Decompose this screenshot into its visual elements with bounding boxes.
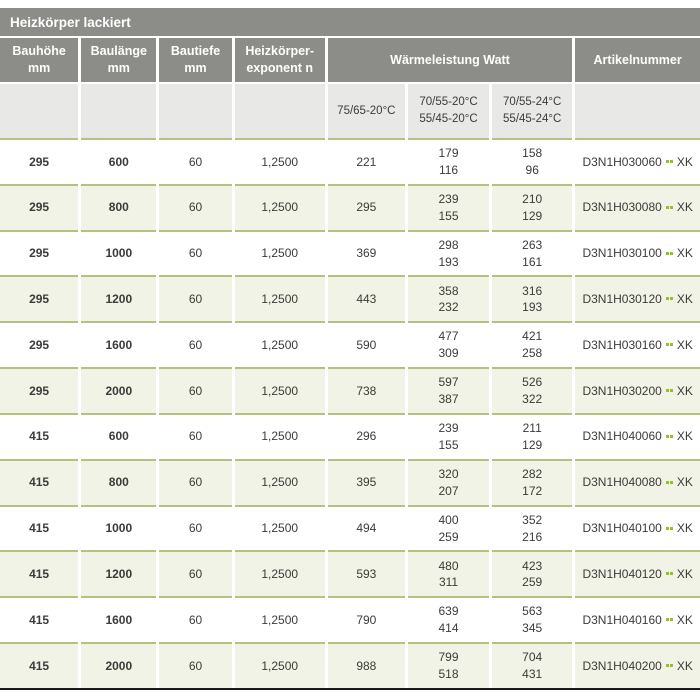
green-dots-icon [666, 160, 673, 164]
cell-exponent: 1,2500 [235, 505, 325, 551]
green-dot-icon [666, 435, 669, 438]
cell-artikelnummer [575, 230, 700, 276]
green-dot-icon [670, 252, 673, 255]
cell-watt-70-55-24: 526 322 [492, 367, 572, 413]
cell-exponent: 1,2500 [235, 413, 325, 459]
cell-watt-75-65: 590 [328, 321, 405, 367]
column-header-bauhoehe: Bauhöhe mm [0, 38, 78, 82]
cell-watt-75-65: 988 [328, 642, 405, 688]
cell-baulaenge: 1200 [81, 550, 156, 596]
cell-watt-70-55-20: 179 116 [408, 138, 489, 184]
table-row [0, 138, 700, 184]
green-dot-icon [670, 206, 673, 209]
table-subheader-row [0, 84, 700, 138]
table-row [0, 413, 700, 459]
table-row [0, 505, 700, 551]
table-row [0, 459, 700, 505]
artikelnummer-value: D3N1H030200 XK [582, 383, 693, 398]
cell-bautiefe: 60 [159, 596, 231, 642]
green-dot-icon [670, 160, 673, 163]
green-dot-icon [670, 389, 673, 392]
cell-baulaenge: 1600 [81, 321, 156, 367]
green-dot-icon [666, 160, 669, 163]
artikelnummer-value: D3N1H040120 XK [582, 566, 693, 581]
cell-baulaenge: 600 [81, 138, 156, 184]
green-dot-icon [670, 664, 673, 667]
cell-watt-70-55-24: 421 258 [492, 321, 572, 367]
table-row [0, 184, 700, 230]
cell-watt-75-65: 738 [328, 367, 405, 413]
cell-baulaenge: 1000 [81, 505, 156, 551]
column-header-baulaenge: Baulänge mm [81, 38, 156, 82]
green-dot-icon [670, 572, 673, 575]
cell-watt-70-55-24: 423 259 [492, 550, 572, 596]
cell-watt-75-65: 295 [328, 184, 405, 230]
table-body [0, 138, 700, 688]
cell-baulaenge: 2000 [81, 642, 156, 688]
cell-bauhoehe: 415 [0, 550, 78, 596]
column-header-artikelnummer: Artikelnummer [575, 38, 700, 82]
cell-exponent: 1,2500 [235, 642, 325, 688]
column-header-exponent: Heizkörper- exponent n [235, 38, 325, 82]
cell-watt-75-65: 494 [328, 505, 405, 551]
cell-watt-75-65: 443 [328, 275, 405, 321]
cell-bauhoehe: 295 [0, 275, 78, 321]
cell-exponent: 1,2500 [235, 230, 325, 276]
cell-bautiefe: 60 [159, 642, 231, 688]
green-dot-icon [666, 664, 669, 667]
cell-baulaenge: 1200 [81, 275, 156, 321]
cell-watt-70-55-20: 477 309 [408, 321, 489, 367]
cell-baulaenge: 800 [81, 459, 156, 505]
subheader-empty-artikelnummer [575, 84, 700, 138]
table-header-row [0, 38, 700, 82]
green-dot-icon [666, 206, 669, 209]
subheader-empty-bauhoehe [0, 84, 78, 138]
cell-watt-70-55-20: 597 387 [408, 367, 489, 413]
cell-exponent: 1,2500 [235, 596, 325, 642]
cell-bauhoehe: 295 [0, 184, 78, 230]
cell-bauhoehe: 415 [0, 596, 78, 642]
cell-artikelnummer [575, 550, 700, 596]
cell-artikelnummer [575, 505, 700, 551]
top-spacer [0, 0, 700, 8]
table-row [0, 550, 700, 596]
cell-watt-70-55-24: 263 161 [492, 230, 572, 276]
green-dot-icon [666, 618, 669, 621]
cell-bauhoehe: 415 [0, 459, 78, 505]
artikelnummer-value: D3N1H030160 XK [582, 337, 693, 352]
cell-exponent: 1,2500 [235, 184, 325, 230]
green-dots-icon [666, 527, 673, 531]
cell-bautiefe: 60 [159, 367, 231, 413]
subheader-temp-70-55-20: 70/55-20°C 55/45-20°C [408, 84, 489, 138]
table-row [0, 321, 700, 367]
table-title: Heizkörper lackiert [10, 14, 131, 30]
cell-exponent: 1,2500 [235, 138, 325, 184]
cell-artikelnummer [575, 367, 700, 413]
green-dot-icon [666, 252, 669, 255]
cell-bautiefe: 60 [159, 138, 231, 184]
cell-watt-75-65: 369 [328, 230, 405, 276]
cell-bauhoehe: 295 [0, 230, 78, 276]
cell-bauhoehe: 415 [0, 642, 78, 688]
cell-artikelnummer [575, 275, 700, 321]
green-dots-icon [666, 252, 673, 256]
cell-exponent: 1,2500 [235, 550, 325, 596]
table-row [0, 596, 700, 642]
cell-watt-70-55-20: 480 311 [408, 550, 489, 596]
table-row [0, 230, 700, 276]
table-row [0, 367, 700, 413]
cell-bautiefe: 60 [159, 321, 231, 367]
green-dot-icon [670, 435, 673, 438]
green-dot-icon [666, 343, 669, 346]
column-header-waermeleistung: Wärmeleistung Watt [328, 38, 573, 82]
green-dots-icon [666, 206, 673, 210]
cell-watt-70-55-20: 639 414 [408, 596, 489, 642]
cell-bauhoehe: 295 [0, 138, 78, 184]
cell-watt-70-55-20: 400 259 [408, 505, 489, 551]
cell-exponent: 1,2500 [235, 367, 325, 413]
cell-baulaenge: 600 [81, 413, 156, 459]
green-dots-icon [666, 664, 673, 668]
cell-bautiefe: 60 [159, 184, 231, 230]
green-dots-icon [666, 572, 673, 576]
cell-bauhoehe: 415 [0, 413, 78, 459]
cell-watt-75-65: 593 [328, 550, 405, 596]
green-dots-icon [666, 389, 673, 393]
green-dots-icon [666, 343, 673, 347]
table-row [0, 642, 700, 688]
artikelnummer-value: D3N1H030060 XK [582, 154, 693, 169]
green-dots-icon [666, 618, 673, 622]
cell-artikelnummer [575, 596, 700, 642]
green-dot-icon [670, 527, 673, 530]
artikelnummer-value: D3N1H040160 XK [582, 612, 693, 627]
table-row [0, 275, 700, 321]
cell-baulaenge: 1600 [81, 596, 156, 642]
cell-watt-70-55-24: 158 96 [492, 138, 572, 184]
green-dot-icon [670, 481, 673, 484]
cell-bautiefe: 60 [159, 275, 231, 321]
cell-watt-70-55-24: 282 172 [492, 459, 572, 505]
cell-artikelnummer [575, 642, 700, 688]
cell-exponent: 1,2500 [235, 321, 325, 367]
cell-exponent: 1,2500 [235, 275, 325, 321]
cell-watt-70-55-24: 704 431 [492, 642, 572, 688]
table-title-bar [0, 8, 700, 36]
cell-bautiefe: 60 [159, 550, 231, 596]
cell-watt-75-65: 296 [328, 413, 405, 459]
cell-bautiefe: 60 [159, 459, 231, 505]
cell-watt-70-55-20: 320 207 [408, 459, 489, 505]
cell-artikelnummer [575, 459, 700, 505]
artikelnummer-value: D3N1H040060 XK [582, 429, 693, 444]
cell-artikelnummer [575, 321, 700, 367]
green-dots-icon [666, 297, 673, 301]
green-dot-icon [666, 572, 669, 575]
artikelnummer-value: D3N1H040200 XK [582, 658, 693, 673]
cell-watt-70-55-20: 358 232 [408, 275, 489, 321]
green-dot-icon [670, 343, 673, 346]
cell-watt-70-55-24: 316 193 [492, 275, 572, 321]
cell-watt-75-65: 395 [328, 459, 405, 505]
cell-bautiefe: 60 [159, 413, 231, 459]
cell-watt-75-65: 221 [328, 138, 405, 184]
cell-watt-70-55-24: 211 129 [492, 413, 572, 459]
cell-watt-70-55-20: 239 155 [408, 184, 489, 230]
cell-bauhoehe: 415 [0, 505, 78, 551]
artikelnummer-value: D3N1H030080 XK [582, 200, 693, 215]
green-dots-icon [666, 481, 673, 485]
cell-watt-70-55-20: 799 518 [408, 642, 489, 688]
bottom-spacer [0, 690, 700, 700]
cell-artikelnummer [575, 184, 700, 230]
cell-watt-75-65: 790 [328, 596, 405, 642]
column-header-bautiefe: Bautiefe mm [159, 38, 231, 82]
subheader-temp-70-55-24: 70/55-24°C 55/45-24°C [492, 84, 572, 138]
green-dot-icon [666, 297, 669, 300]
cell-bautiefe: 60 [159, 230, 231, 276]
artikelnummer-value: D3N1H030120 XK [582, 292, 693, 306]
cell-watt-70-55-20: 298 193 [408, 230, 489, 276]
cell-watt-70-55-24: 563 345 [492, 596, 572, 642]
cell-artikelnummer [575, 138, 700, 184]
green-dots-icon [666, 435, 673, 439]
cell-artikelnummer [575, 413, 700, 459]
green-dot-icon [670, 618, 673, 621]
subheader-empty-baulaenge [81, 84, 156, 138]
cell-bauhoehe: 295 [0, 367, 78, 413]
artikelnummer-value: D3N1H030100 XK [582, 246, 693, 261]
green-dot-icon [666, 527, 669, 530]
artikelnummer-value: D3N1H040100 XK [582, 521, 693, 536]
cell-bautiefe: 60 [159, 505, 231, 551]
cell-exponent: 1,2500 [235, 459, 325, 505]
cell-watt-70-55-20: 239 155 [408, 413, 489, 459]
artikelnummer-value: D3N1H040080 XK [582, 475, 693, 490]
cell-bauhoehe: 295 [0, 321, 78, 367]
cell-baulaenge: 800 [81, 184, 156, 230]
subheader-empty-exponent [235, 84, 325, 138]
subheader-temp-75-65: 75/65-20°C [328, 84, 405, 138]
green-dot-icon [666, 481, 669, 484]
cell-watt-70-55-24: 352 216 [492, 505, 572, 551]
green-dot-icon [670, 297, 673, 300]
cell-baulaenge: 2000 [81, 367, 156, 413]
green-dot-icon [666, 389, 669, 392]
cell-baulaenge: 1000 [81, 230, 156, 276]
subheader-empty-bautiefe [159, 84, 231, 138]
cell-watt-70-55-24: 210 129 [492, 184, 572, 230]
